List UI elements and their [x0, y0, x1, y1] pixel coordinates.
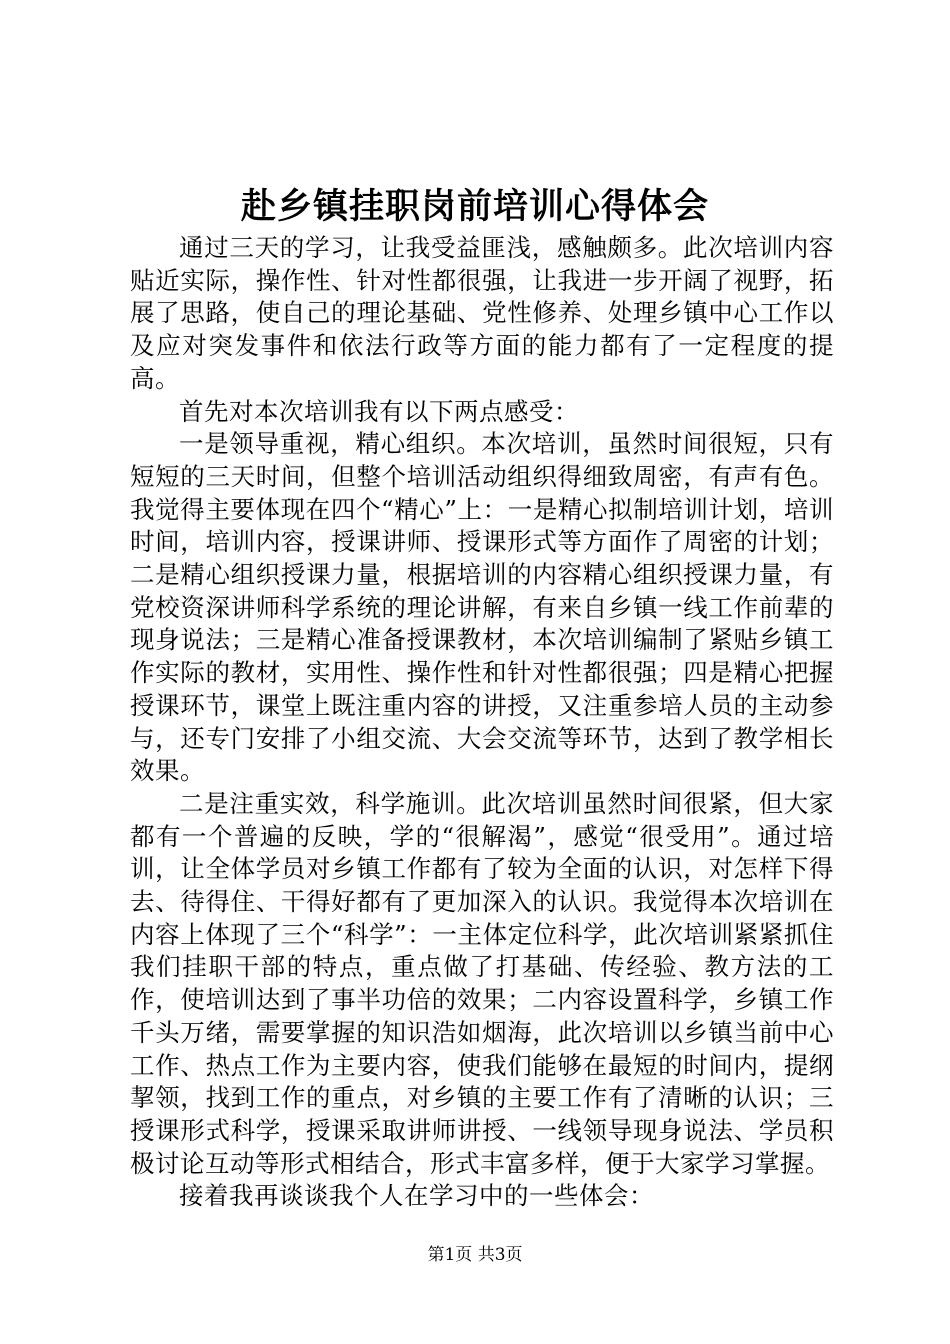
paragraph-personal-lead: 接着我再谈谈我个人在学习中的一些体会： — [179, 1181, 654, 1211]
paragraph-intro: 通过三天的学习，让我受益匪浅，感触颇多。此次培训内容贴近实际，操作性、针对性都很强，让我进一步开阔了视野，拓展了思路，使自己的理论基础、党性修养、处理乡镇中心工作以及应对突发事件和依法行政等方面的能力都有了一定程度的提高。 — [130, 233, 834, 393]
document-body — [130, 232, 834, 1213]
paragraph-point-two: 二是注重实效，科学施训。此次培训虽然时间很紧，但大家都有一个普遍的反映，学的“很解渴”，感觉“很受用”。通过培训，让全体学员对乡镇工作都有了较为全面的认识，对怎样下得去、待得住、干得好都有了更加深入的认识。我觉得本次培训在内容上体现了三个“科学”：一主体定位科学，此次培训紧紧抓住我们挂职干部的特点，重点做了打基础、传经验、教方法的工作，使培训达到了事半功倍的效果；二内容设置科学，乡镇工作千头万绪，需要掌握的知识浩如烟海，此次培训以乡镇当前中心工作、热点工作为主要内容，使我们能够在最短的时间内，提纲挈领，找到工作的重点，对乡镇的主要工作有了清晰的认识；三授课形式科学，授课采取讲师讲授、一线领导现身说法、学员积极讨论互动等形式相结合，形式丰富多样，便于大家学习掌握。 — [130, 788, 834, 1178]
paragraph-feelings-lead: 首先对本次培训我有以下两点感受： — [179, 396, 579, 426]
document-title: 赴乡镇挂职岗前培训心得体会 — [240, 186, 709, 227]
paragraph-point-one: 一是领导重视，精心组织。本次培训，虽然时间很短，只有短短的三天时间，但整个培训活动组织得细致周密，有声有色。我觉得主要体现在四个“精心”上：一是精心拟制培训计划，培训时间，培训内容，授课讲师、授课形式等方面作了周密的计划；二是精心组织授课力量，根据培训的内容精心组织授课力量，有党校资深讲师科学系统的理论讲解，有来自乡镇一线工作前辈的现身说法；三是精心准备授课教材，本次培训编制了紧贴乡镇工作实际的教材，实用性、操作性和针对性都很强；四是精心把握授课环节，课堂上既注重内容的讲授，又注重参培人员的主动参与，还专门安排了小组交流、大会交流等环节，达到了教学相长效果。 — [130, 429, 834, 786]
page-footer: 第1页 共3页 — [427, 1245, 523, 1265]
